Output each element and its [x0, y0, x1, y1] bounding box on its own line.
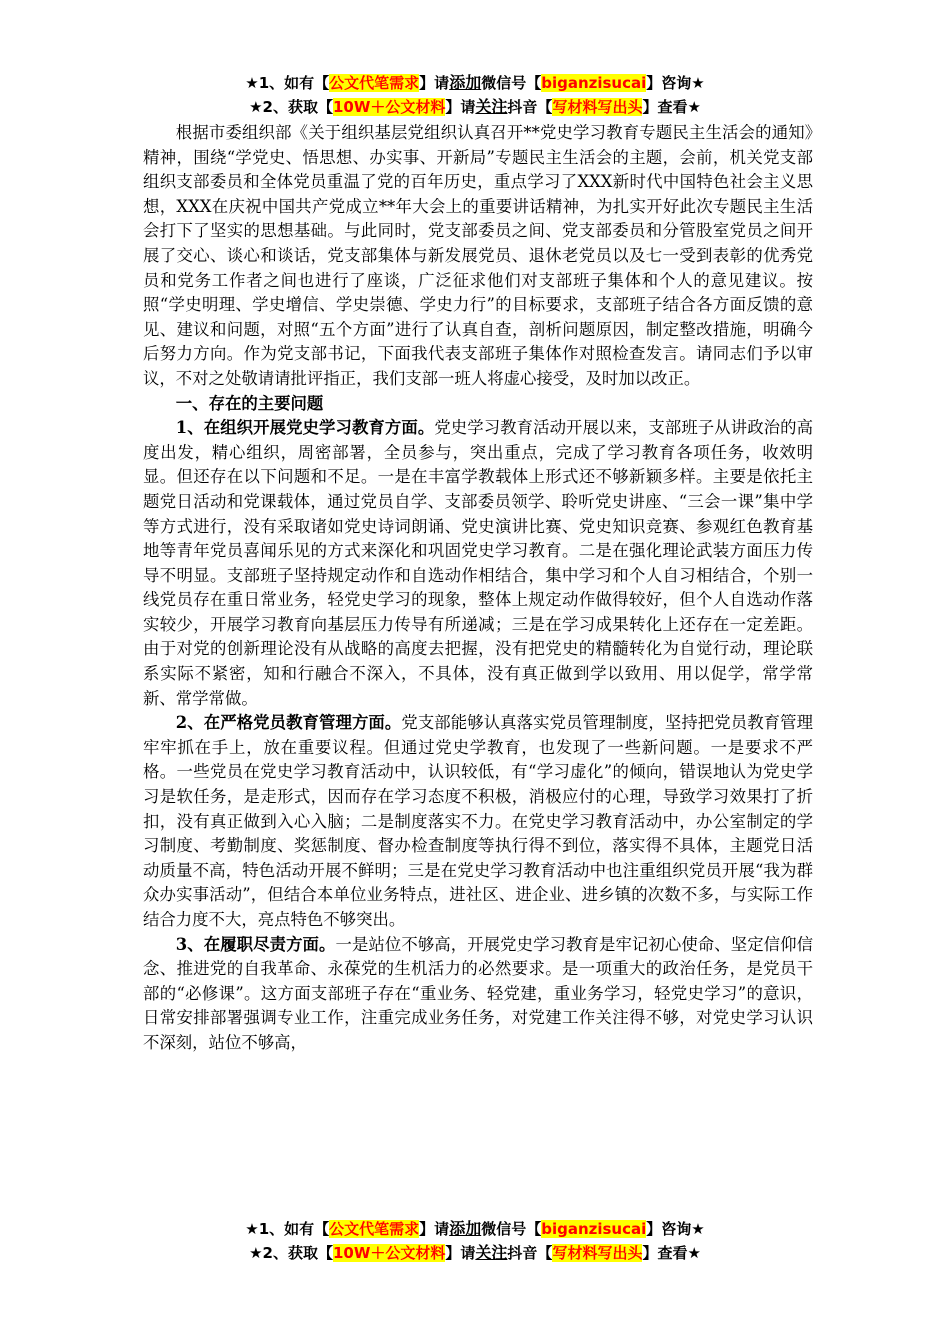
- highlight-materials: 10W＋公文材料: [332, 98, 446, 116]
- promo-banner-top-line2: ★2、获取【10W＋公文材料】请关注抖音【写材料写出头】查看★: [249, 97, 701, 116]
- highlight-wechat-id: biganzisucai: [541, 74, 647, 92]
- highlight-douyin: 写材料写出头: [552, 98, 643, 116]
- intro-paragraph: 根据市委组织部《关于组织基层党组织认真召开**党史学习教育专题民主生活会的通知》精神，围绕“学党史、悟思想、办实事、开新局”专题民主生活会的主题，会前，机关党支部组织支部委员和全体党员重温了党的百年历史，重点学习了XXX新时代中国特色社会主义思想，XXX在庆祝中国共产党成立**年大会上的重要讲话精神，为扎实开好此次专题民主生活会打下了坚实的思想基础。与此同时，党支部委员之间、党支部委员和分管股室党员之间开展了交心、谈心和谈话，党支部集体与新发展党员、退休老党员以及七一受到表彰的优秀党员和党务工作者之间也进行了座谈，广泛征求他们对支部班子集体和个人的意见建议。按照“学史明理、学史增信、学史崇德、学史力行”的目标要求，支部班子结合各方面反馈的意见、建议和问题，对照“五个方面”进行了认真自查，剖析问题原因，制定整改措施，明确今后努力方向。作为党支部书记，下面我代表支部班子集体作对照检查发言。请同志们予以审议，不对之处敬请请批评指正，我们支部一班人将虚心接受，及时加以改正。: [143, 123, 813, 388]
- section-heading: 一、存在的主要问题: [175, 393, 324, 413]
- paragraph-2-lead: 2、在严格党员教育管理方面。: [175, 713, 402, 733]
- highlight-service: 公文代笔需求: [329, 74, 420, 92]
- paragraph-1: 1、在组织开展党史学习教育方面。党史学习教育活动开展以来，支部班子从讲政治的高度出发，精心组织，周密部署，全员参与，突出重点，完成了学习教育各项任务，收效明显。但还存在以下问题和不足。一是在丰富学教载体上形式还不够新颖多样。主要是依托主题党日活动和党课载体，通过党员自学、支部委员领学、聆听党史讲座、“三会一课”集中学等方式进行，没有采取诸如党史诗词朗诵、党史演讲比赛、党史知识竞赛、参观红色教育基地等青年党员喜闻乐见的方式来深化和巩固党史学习教育。二是在强化理论武装方面压力传导不明显。支部班子坚持规定动作和自选动作相结合，集中学习和个人自习相结合，个别一线党员存在重日常业务，轻党史学习的现象，整体上规定动作做得较好，但个人自选动作落实较少，开展学习教育向基层压力传导有所递减；三是在学习成果转化上还存在一定差距。由于对党的创新理论没有从战略的高度去把握，没有把党史的精髓转化为自觉行动，理论联系实际不紧密，知和行融合不深入，不具体，没有真正做到学以致用、用以促学，常学常新、常学常做。: [143, 418, 814, 708]
- paragraph-2: 2、在严格党员教育管理方面。党支部能够认真落实党员管理制度，坚持把党员教育管理牢牢抓在手上，放在重要议程。但通过党史学教育，也发现了一些新问题。一是要求不严格。一些党员在党史学习教育活动中，认识较低，有“学习虚化”的倾向，错误地认为党史学习是软任务，是走形式，因而存在学习态度不积极，消极应付的心理，导致学习效果打了折扣，没有真正做到入心入脑；二是制度落实不力。在党史学习教育活动中，办公室制定的学习制度、考勤制度、奖惩制度、督办检查制度等执行得不到位，落实得不具体，主题党日活动质量不高，特色活动开展不鲜明；三是在党史学习教育活动中也注重组织党员开展“我为群众办实事活动”，但结合本单位业务特点，进社区、进企业、进乡镇的次数不多，与实际工作结合力度不大，亮点特色不够突出。: [143, 713, 814, 929]
- promo-banner-bottom-line2: ★2、获取【10W＋公文材料】请关注抖音【写材料写出头】查看★: [249, 1243, 701, 1262]
- document-body: [143, 121, 813, 1056]
- promo-banner-bottom-line1: ★1、如有【公文代笔需求】请添加微信号【biganzisucai】咨询★: [245, 1219, 705, 1238]
- paragraph-3-lead: 3、在履职尽责方面。: [175, 934, 336, 954]
- paragraph-3: 3、在履职尽责方面。一是站位不够高，开展党史学习教育是牢记初心使命、坚定信仰信念、推进党的自我革命、永葆党的生机活力的必然要求。是一项重大的政治任务，是党员干部的“必修课”。这方面支部班子存在“重业务、轻党建，重业务学习，轻党史学习”的意识，日常安排部署强调专业工作，注重完成业务任务，对党建工作关注得不够，对党史学习认识不深刻，站位不够高，: [143, 934, 814, 1052]
- promo-banner-top-line1: ★1、如有【公文代笔需求】请添加微信号【biganzisucai】咨询★: [245, 73, 705, 92]
- paragraph-1-lead: 1、在组织开展党史学习教育方面。: [175, 418, 435, 438]
